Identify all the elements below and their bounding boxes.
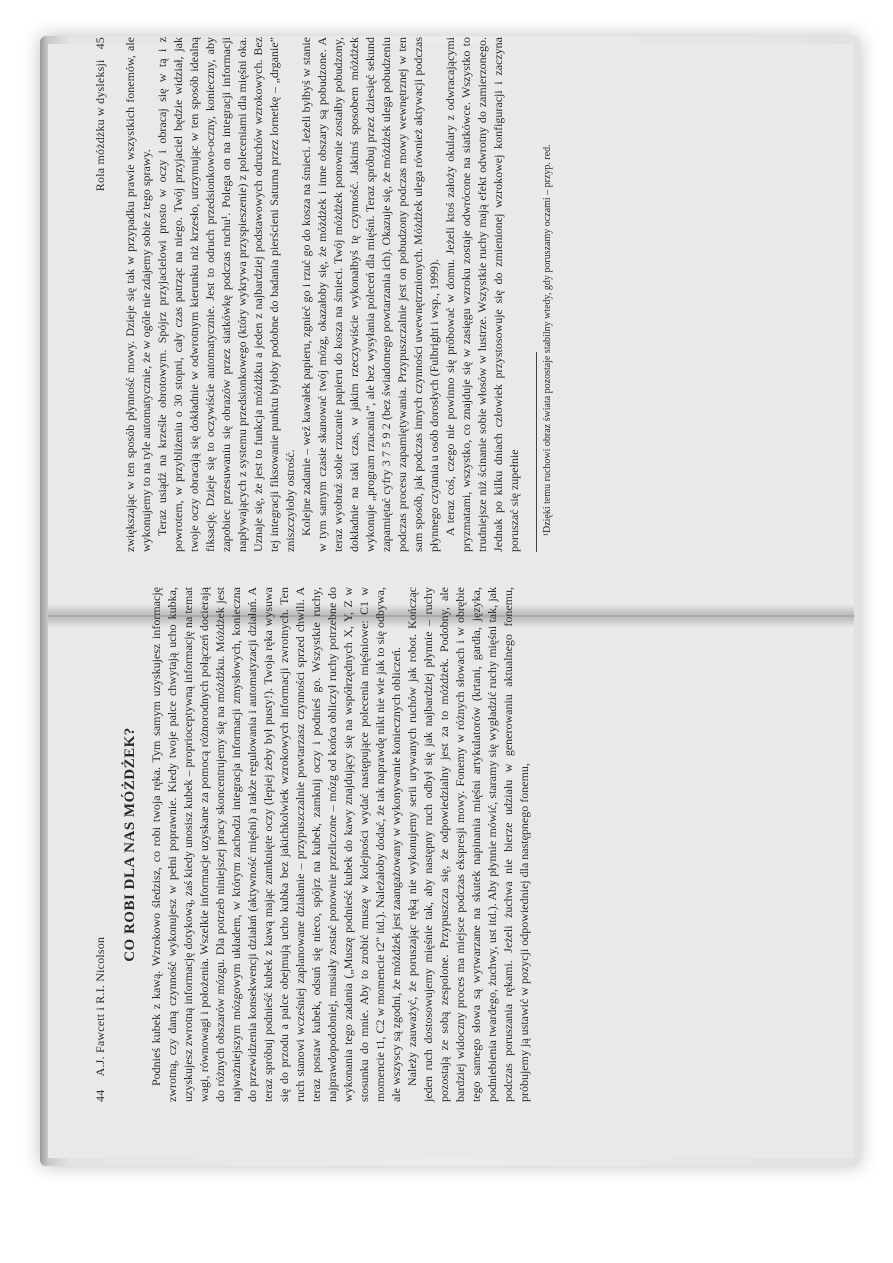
left-paragraph-2: Należy zauważyć, że poruszając ręką nie wykonujemy serii urywanych ruchów jak robot. Kończąc jeden ruch dostosowujemy mięśnie tak, aby następny ruch odbył się jak najbardziej płynnie – ruchy pozostają ze sobą zespolone. Przypuszcza się, że odpowiedzialny jest za to móżdżek. Podobny, ale bardziej widoczny proces ma miejsce podczas ekspresji mowy. Fonemy w różnych słowach i w obrębie tego samego słowa są wytwarzane na skutek napinania mięśni artykulatorów (krtani, gardła, języka, podniebienia twardego, żuchwy, ust itd.). Aby płynnie mówić, staramy się wygładzić ruchy mięśni tak, jak podczas poruszania rękami. Jeżeli żuchwa nie bierze udziału w generowaniu aktualnego fonemu, próbujemy ją ustawić w pozycji odpowiedniej dla następnego fonemu, xyxy=(405,587,531,1102)
left-paragraph-1: Podnieś kubek z kawą. Wzrokowo śledzisz, co robi twoja ręka. Tym samym uzyskujesz informację zwrotną, czy daną czynność wykonujesz w pełni poprawnie. Kiedy twoje palce chwytają ucho kubka, uzyskujesz zwrotną informację dotykową, zaś kiedy unosisz kubek – proprioceptywną informację na temat wagi, równowagi i położenia. Wszelkie informacje uzyskane za pomocą różnorodnych połączeń docierają do różnych obszarów mózgu. Dla potrzeb niniejszej pracy skoncentrujemy się na móżdżku. Móżdżek jest najważniejszym mózgowym układem, w którym zachodzi integracja informacji zmysłowych, konieczna do przewidzenia konsekwencji działań (aktywność mięśni) a także regulowania i automatyzacji działań. A teraz spróbuj podnieść kubek z kawą mając zamknięte oczy (lepiej żeby był pusty!). Twoja ręka wysuwa się do przodu a palce obejmują ucho kubka bez jakichkolwiek wzrokowych informacji zwrotnych. Ten ruch stanowi wcześniej zaplanowane działanie – przypuszczalnie powtarzasz czynności sprzed chwili. A teraz postaw kubek, odsuń się nieco, spójrz na kubek, zamknij oczy i podnieś go. Wszystkie ruchy, najprawdopodobniej, musiały zostać ponownie przeliczone – mózg od końca obliczył ruchy potrzebne do wykonania tego zadania („Muszę podnieść kubek do kawy znajdujący się na współrzędnych X, Y, Z w stosunku do mnie. Aby to zrobić muszę w kolejności wydać następujące polecenia mięśniowe: C1 w momencie t1, C2 w momencie t2” itd.). Należałoby dodać, że tak naprawdę nikt nie wie jak to się odbywa, ale wszyscy są zgodni, że móżdżek jest zaangażowany w wykonywanie koniecznych obliczeń. xyxy=(149,587,403,1102)
section-title: CO ROBI DLA NAS MÓŻDŻEK? xyxy=(122,727,138,962)
right-header-title: Rola móżdżku w dysleksji xyxy=(93,59,107,192)
left-page xyxy=(92,587,532,1102)
footnote: ¹Dzięki temu ruchowi obraz świata pozostaje stabilny wtedy, gdy poruszamy oczami – przyp. red. xyxy=(542,144,553,536)
right-paragraph-4: A teraz coś, czego nie powinno się próbować w domu. Jeżeli ktoś założy okulary z odwracającymi pryzmatami, wszystko, co znajduje się w zasięgu wzroku zostaje odwrócone na siatkówce. Wszystko to trudniejsze niż ścinanie sobie włosów w lustrze. Wszystkie ruchy mają efekt odwrotny do zamierzonego. Jednak po kilku dniach człowiek przystosowuje się do zmienionej wzrokowej konfiguracji i zaczyna poruszać się zupełnie xyxy=(443,37,521,552)
left-running-header xyxy=(92,587,108,1102)
left-header-authors: A.J. Fawcett i R.I. Nicolson xyxy=(93,936,107,1077)
right-page-number: 45 xyxy=(93,37,107,50)
right-paragraph-2: Teraz usiądź na krześle obrotowym. Spójrz przyjacielowi prosto w oczy i obracaj się w tą i z powrotem, w przybliżeniu o 30 stopni, cały czas patrząc na niego. Twój przyjaciel będzie widział, jak twoje oczy obracają się dokładnie w odwrotnym kierunku niż krzesło, utrzymując w ten sposób idealną fiksację. Dzieje się to oczywiście automatycznie. Jest to odruch przedsionkowo-oczny, konieczny, aby zapobiec przesuwaniu się obrazów przez siatkówkę podczas ruchu¹. Polega on na integracji informacji napływających z systemu przedsionkowego (który wykrywa przyspieszenie) z poleceniami dla mięśni oka. Uznaje się, że jest to funkcja móżdżku a jeden z najbardziej podstawowych odruchów wzrokowych. Bez tej integracji fiksowanie punktu byłoby podobne do badania pierścieni Saturna przez lornetkę – „drganie” zniszczyłoby ostrość. xyxy=(155,37,297,552)
right-paragraph-1: zwiększając w ten sposób płynność mowy. Dzieje się tak w przypadku prawie wszystkich fonemów, ale wykonujemy to na tyle automatycznie, że w ogóle nie zdajemy sobie z tego sprawy. xyxy=(123,37,153,552)
right-page xyxy=(92,37,554,552)
footnote-rule xyxy=(536,352,537,552)
right-running-header xyxy=(92,37,108,552)
left-page-number: 44 xyxy=(93,1089,107,1102)
right-paragraph-3: Kolejne zadanie – weź kawałek papieru, zgnieć go i rzuć go do kosza na śmieci. Jeżeli byłbyś w stanie w tym samym czasie skanować twój mózg, okazałoby się, że móżdżek i inne obszary są pobudzone. A teraz wyobraź sobie rzucanie papieru do kosza na śmieci. Twój móżdżek ponownie zostałby pobudzony, dokładnie na taki czas, w jakim rzeczywiście wykonałbyś tę czynność. Jakimś sposobem móżdżek wykonuje „program rzucania”, ale bez wysyłania poleceń dla mięśni. Teraz spróbuj przez dziesięć sekund zapamiętać cyfry 3 7 5 9 2 (bez świadomego powtarzania ich). Okazuje się, że móżdżek ulega pobudzeniu podczas procesu zapamiętywania. Przypuszczalnie jest on pobudzony podczas mowy wewnętrznej w ten sam sposób, jak podczas innych czynności uwewnętrznionych. Móżdżek ulega również aktywacji podczas płynnego czytania u osób dorosłych (Fulbright i wsp., 1999). xyxy=(299,37,441,552)
